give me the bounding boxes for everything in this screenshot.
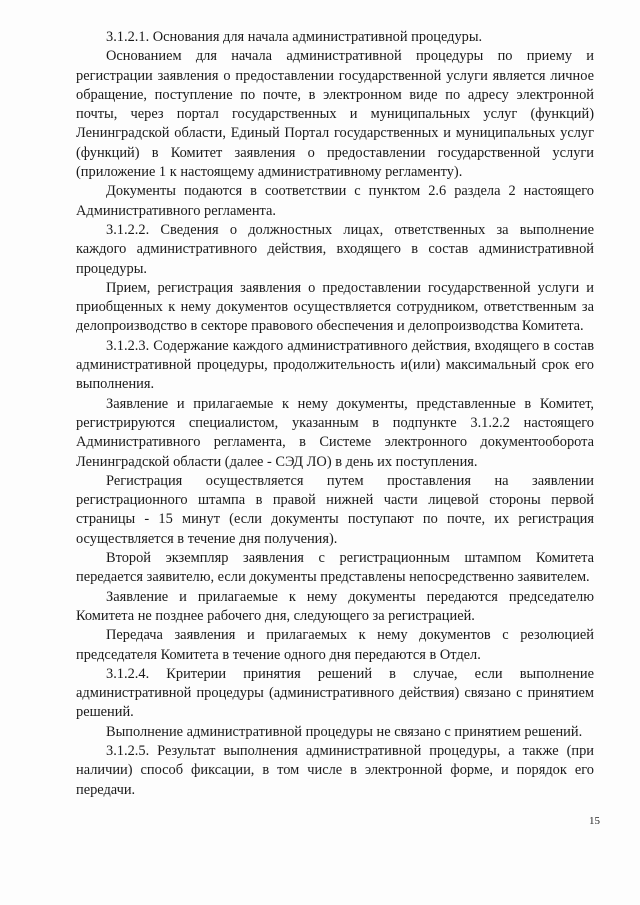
paragraph-second-copy: Второй экземпляр заявления с регистрационным штампом Комитета передается заявителю, если документы представлены непосредственно заявителем. bbox=[76, 550, 594, 586]
paragraph-transfer-chair: Заявление и прилагаемые к нему документы передаются председателю Комитета не позднее рабочего дня, следующего за регистрацией. bbox=[76, 588, 594, 624]
paragraph-basis: Основанием для начала административной процедуры по приему и регистрации заявления о предоставлении государственной услуги является личное обращение, поступление по почте, в электронном виде по адресу электронной почты, через портал государственных и муниципальных услуг (функций) Ленинградской области, Единый Портал государственных и муниципальных услуг (функций) в Комитет заявления о предоставлении государственной услуги (приложение 1 к настоящему административному регламенту). bbox=[76, 48, 594, 181]
paragraph-stamp: Регистрация осуществляется путем проставления на заявлении регистрационного штампа в правой нижней части лицевой стороны первой страницы - 15 минут (если документы поступают по почте, их регистрация осуществляется в течение дня получения). bbox=[76, 472, 594, 547]
paragraph-3-1-2-3-heading: 3.1.2.3. Содержание каждого административного действия, входящего в состав административной процедуры, продолжительность и(или) максимальный срок его выполнения. bbox=[76, 337, 594, 393]
paragraph-registration: Заявление и прилагаемые к нему документы, представленные в Комитет, регистрируются специалистом, указанным в подпункте 3.1.2.2 настоящего Административного регламента, в Системе электронного документооборота Ленинградской области (далее - СЭД ЛО) в день их поступления. bbox=[76, 395, 594, 470]
page-number: 15 bbox=[589, 815, 600, 827]
paragraph-no-decision: Выполнение административной процедуры не связано с принятием решений. bbox=[106, 723, 583, 740]
paragraph-reception: Прием, регистрация заявления о предоставлении государственной услуги и приобщенных к нему документов осуществляется сотрудником, ответственным за делопроизводство в секторе правового обеспечения и делопроизводства Комитета. bbox=[76, 279, 594, 335]
paragraph-3-1-2-2-heading: 3.1.2.2. Сведения о должностных лицах, ответственных за выполнение каждого административного действия, входящего в состав административной процедуры. bbox=[76, 221, 594, 277]
paragraph-3-1-2-1-heading: 3.1.2.1. Основания для начала административной процедуры. bbox=[106, 29, 483, 45]
paragraph-documents: Документы подаются в соответствии с пунктом 2.6 раздела 2 настоящего Административного регламента. bbox=[76, 183, 594, 219]
paragraph-3-1-2-5-heading: 3.1.2.5. Результат выполнения административной процедуры, а также (при наличии) способ фиксации, в том числе в электронной форме, и порядок его передачи. bbox=[76, 742, 594, 798]
paragraph-3-1-2-4-heading: 3.1.2.4. Критерии принятия решений в случае, если выполнение административной процедуры (административного действия) связано с принятием решений. bbox=[76, 665, 594, 721]
document-body bbox=[76, 28, 594, 800]
paragraph-transfer-department: Передача заявления и прилагаемых к нему документов с резолюцией председателя Комитета в течение одного дня передаются в Отдел. bbox=[76, 627, 594, 663]
